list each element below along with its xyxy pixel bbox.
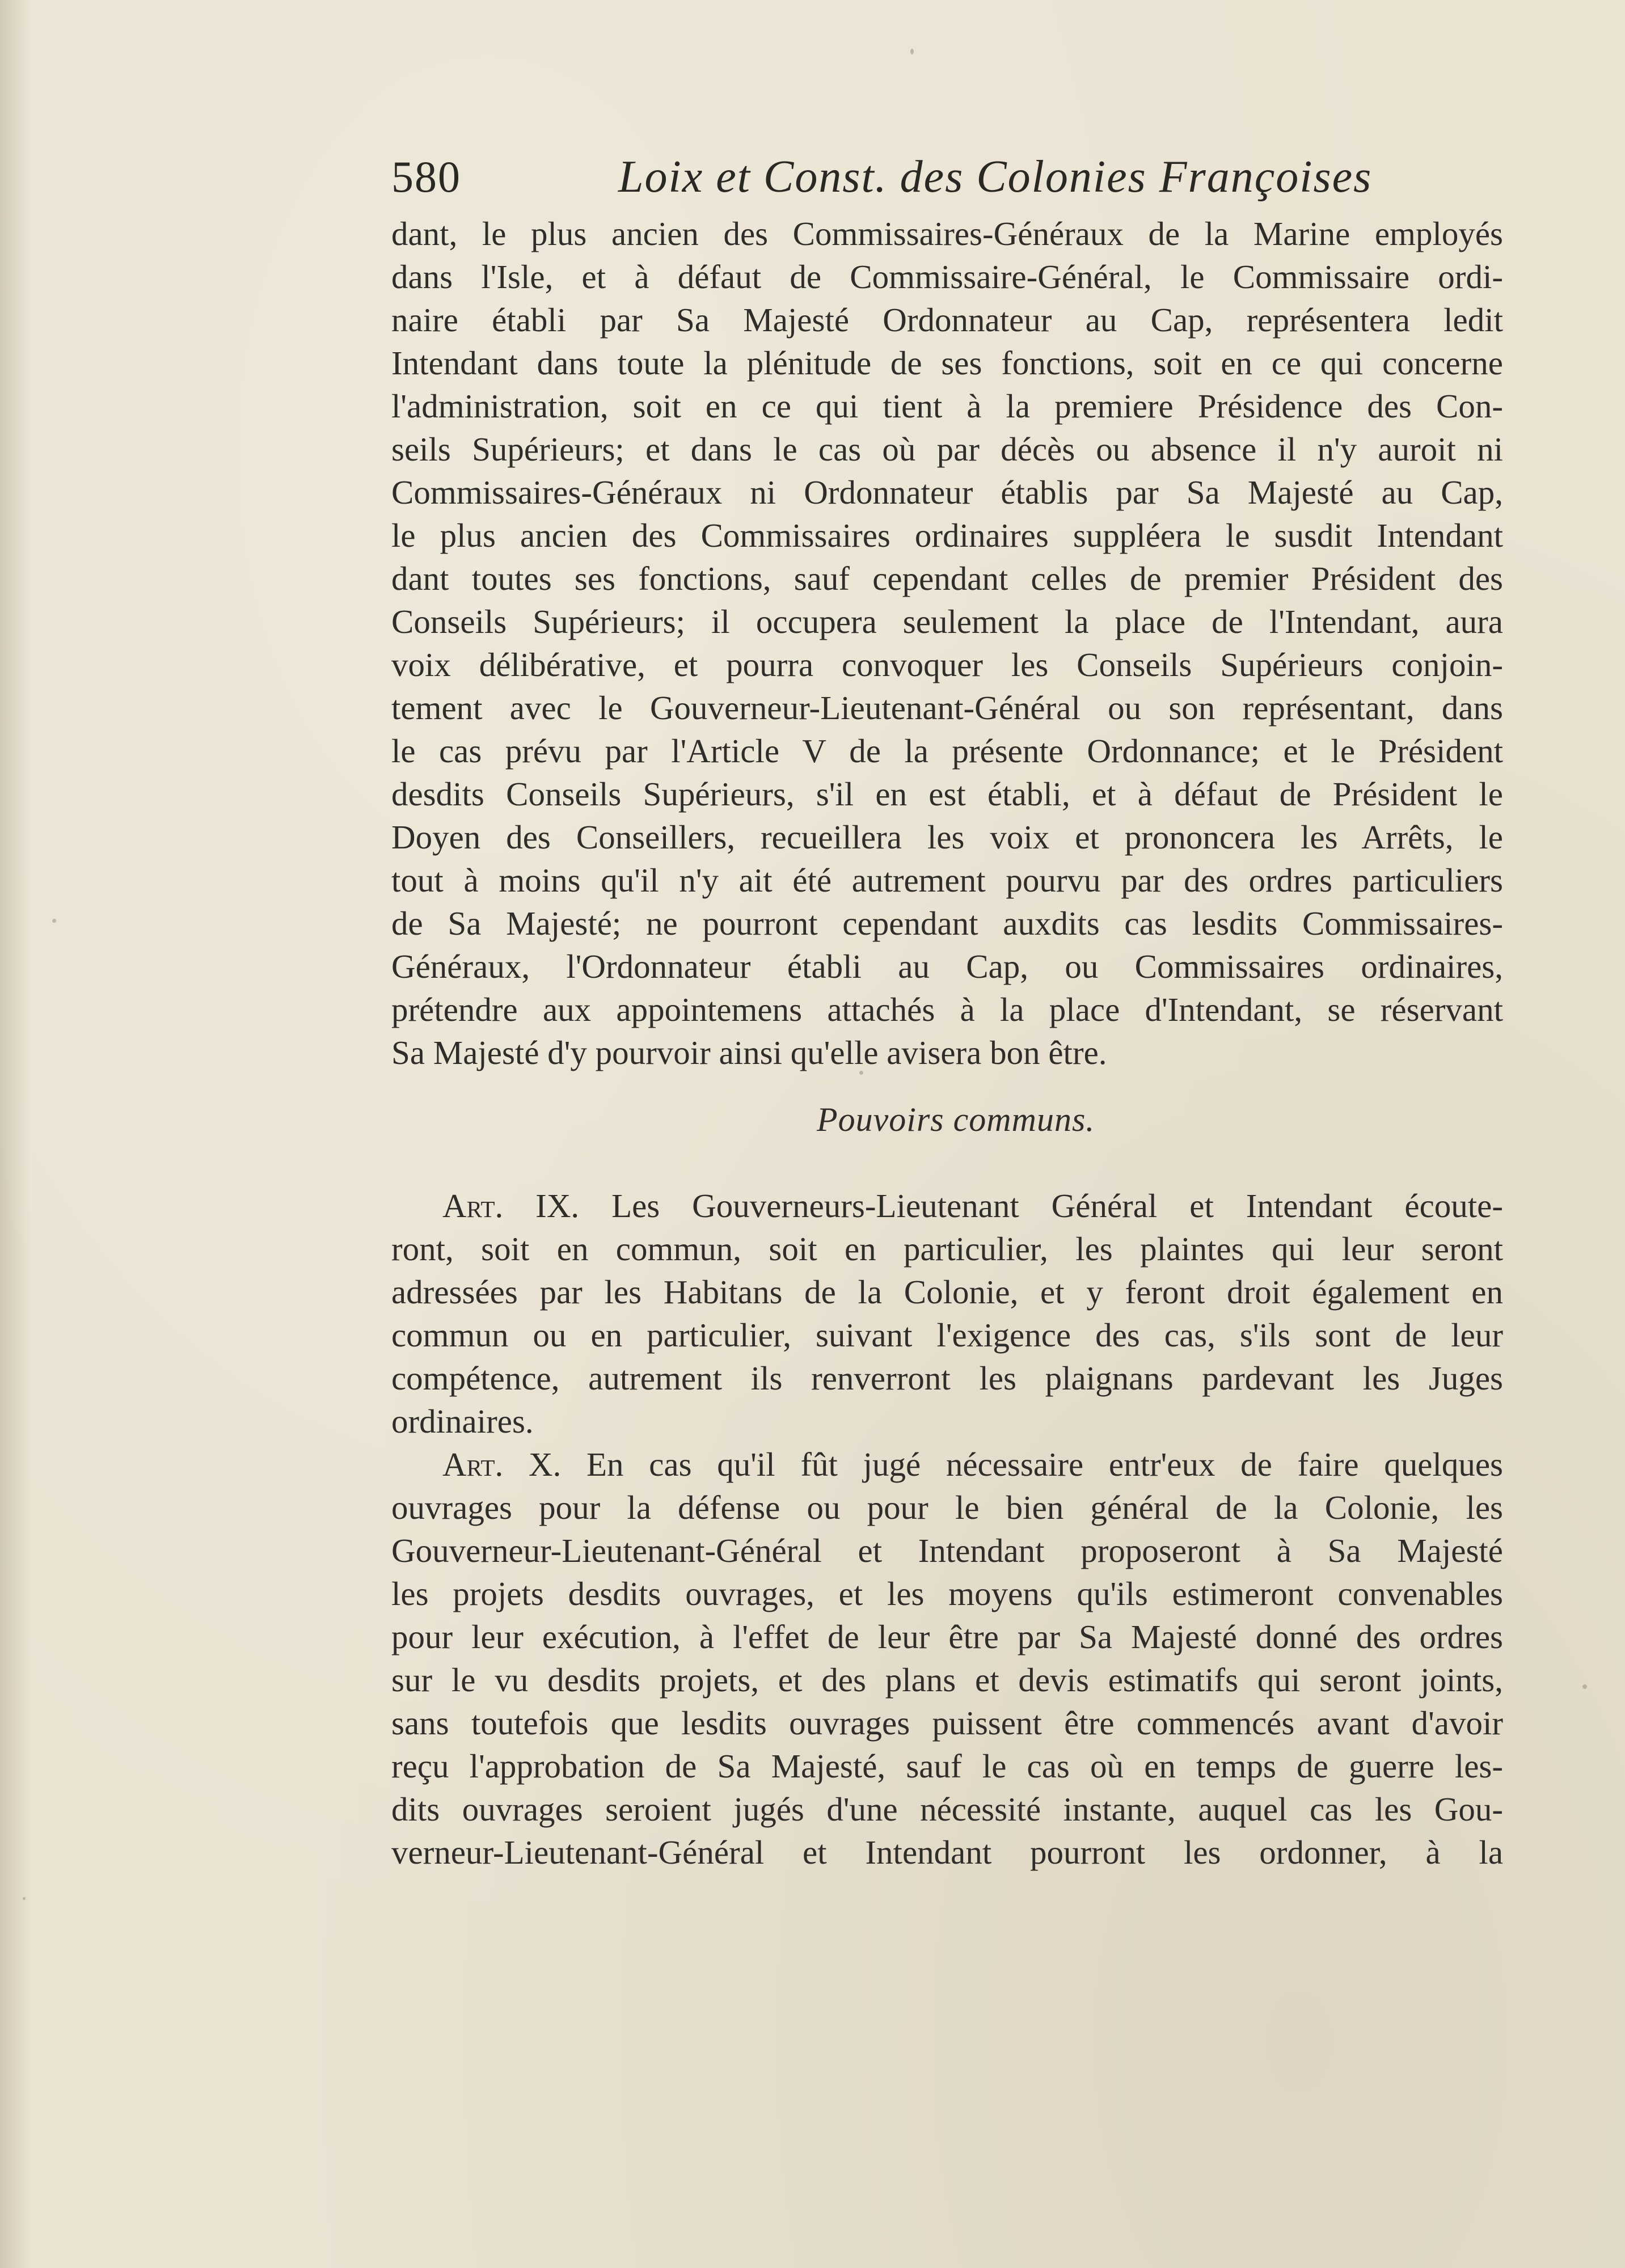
text-line: l'administration, soit en ce qui tient à la premiere Présidence des Con- bbox=[391, 387, 1503, 425]
paper-speck bbox=[23, 1897, 26, 1900]
page-number: 580 bbox=[391, 152, 461, 201]
text-line: seils Supérieurs; et dans le cas où par décès ou absence il n'y auroit ni bbox=[391, 430, 1503, 468]
page-header bbox=[391, 149, 1373, 205]
text-line: tout à moins qu'il n'y ait été autrement pourvu par des ordres particuliers bbox=[391, 861, 1503, 899]
text-line: sans toutefois que lesdits ouvrages puissent être commencés avant d'avoir bbox=[391, 1704, 1503, 1742]
text-line: le plus ancien des Commissaires ordinaires suppléera le susdit Intendant bbox=[391, 517, 1503, 554]
text-line: prétendre aux appointemens attachés à la place d'Intendant, se réservant bbox=[391, 991, 1503, 1028]
text-line: les projets desdits ouvrages, et les moyens qu'ils estimeront convenables bbox=[391, 1575, 1503, 1612]
article-ix-label: Art. IX. bbox=[442, 1187, 580, 1224]
paper-speck bbox=[52, 919, 56, 923]
text-line: de Sa Majesté; ne pourront cependant auxdits cas lesdits Commissaires- bbox=[391, 905, 1503, 942]
text-line: compétence, autrement ils renverront les plaignans pardevant les Juges bbox=[391, 1359, 1503, 1397]
text-line: commun ou en particulier, suivant l'exigence des cas, s'ils sont de leur bbox=[391, 1316, 1503, 1354]
text-line: desdits Conseils Supérieurs, s'il en est établi, et à défaut de Président le bbox=[391, 775, 1503, 813]
text-line: dant toutes ses fonctions, sauf cependant celles de premier Président des bbox=[391, 560, 1503, 597]
text-line: dits ouvrages seroient jugés d'une nécessité instante, auquel cas les Gou- bbox=[391, 1790, 1503, 1828]
text-line: ront, soit en commun, soit en particulier, les plaintes qui leur seront bbox=[391, 1230, 1503, 1268]
text-line: adressées par les Habitans de la Colonie, et y feront droit également en bbox=[391, 1273, 1503, 1311]
text-line: dant, le plus ancien des Commissaires-Généraux de la Marine employés bbox=[391, 215, 1503, 252]
text-line: Gouverneur-Lieutenant-Général et Intendant proposeront à Sa Majesté bbox=[391, 1532, 1503, 1569]
article-x-first-line bbox=[391, 1443, 1503, 1486]
text-line: Commissaires-Généraux ni Ordonnateur établis par Sa Majesté au Cap, bbox=[391, 474, 1503, 511]
text-line: le cas prévu par l'Article V de la présente Ordonnance; et le Président bbox=[391, 732, 1503, 770]
continued-paragraph bbox=[391, 212, 1503, 1074]
paper-speck bbox=[1582, 1684, 1587, 1689]
articles-block bbox=[391, 1184, 1503, 1874]
article-ix-first-text: Les Gouverneurs-Lieutenant Général et Intendant écoute- bbox=[611, 1187, 1503, 1224]
article-ix-first-line bbox=[391, 1184, 1503, 1227]
text-line: voix délibérative, et pourra convoquer les Conseils Supérieurs conjoin- bbox=[391, 646, 1503, 683]
text-line: dans l'Isle, et à défaut de Commissaire-Général, le Commissaire ordi- bbox=[391, 258, 1503, 295]
text-line: Doyen des Conseillers, recueillera les voix et prononcera les Arrêts, le bbox=[391, 818, 1503, 856]
text-line: naire établi par Sa Majesté Ordonnateur au Cap, représentera ledit bbox=[391, 301, 1503, 339]
article-x-first-text: En cas qu'il fût jugé nécessaire entr'eux de faire quelques bbox=[586, 1446, 1503, 1483]
page-gutter-shadow bbox=[0, 0, 31, 2268]
text-line: Sa Majesté d'y pourvoir ainsi qu'elle avisera bon être. bbox=[391, 1034, 1107, 1071]
text-line: tement avec le Gouverneur-Lieutenant-Général ou son représentant, dans bbox=[391, 689, 1503, 727]
text-line: sur le vu desdits projets, et des plans et devis estimatifs qui seront joints, bbox=[391, 1661, 1503, 1699]
text-line: Conseils Supérieurs; il occupera seulement la place de l'Intendant, aura bbox=[391, 603, 1503, 640]
paper-speck bbox=[910, 49, 914, 54]
section-heading: Pouvoirs communs. bbox=[817, 1101, 1095, 1138]
text-line: verneur-Lieutenant-Général et Intendant pourront les ordonner, à la bbox=[391, 1834, 1503, 1871]
text-line: ouvrages pour la défense ou pour le bien général de la Colonie, les bbox=[391, 1489, 1503, 1526]
text-line: Généraux, l'Ordonnateur établi au Cap, ou Commissaires ordinaires, bbox=[391, 948, 1503, 985]
running-title: Loix et Const. des Colonies Françoises bbox=[618, 152, 1373, 202]
article-x-label: Art. X. bbox=[442, 1446, 562, 1483]
text-line: Intendant dans toute la plénitude de ses fonctions, soit en ce qui concerne bbox=[391, 344, 1503, 382]
text-line: pour leur exécution, à l'effet de leur être par Sa Majesté donné des ordres bbox=[391, 1618, 1503, 1655]
text-line: reçu l'approbation de Sa Majesté, sauf le cas où en temps de guerre les- bbox=[391, 1747, 1503, 1785]
text-line: ordinaires. bbox=[391, 1403, 534, 1440]
